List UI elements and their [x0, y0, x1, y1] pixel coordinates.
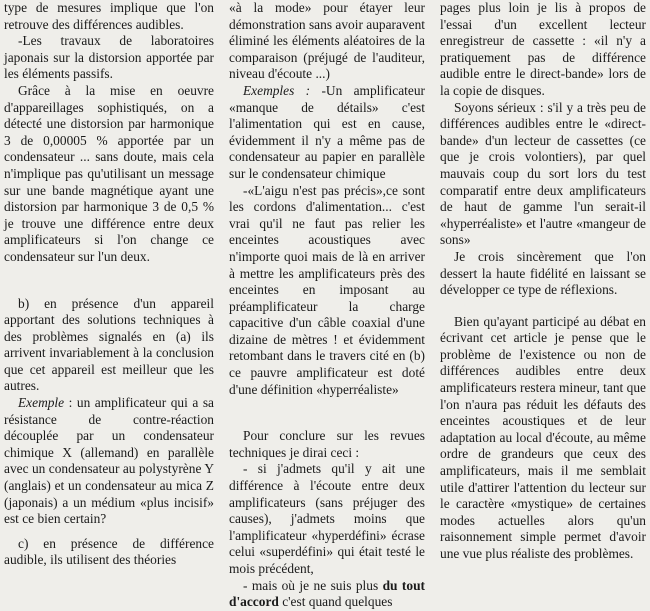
paragraph: -Les travaux de laboratoires japonais sur la distorsion apportée par les éléments passifs. — [4, 33, 214, 82]
example-label: Exemple — [18, 395, 65, 411]
column-2 — [229, 0, 425, 611]
paragraph: «à la mode» pour étayer leur démonstration sans avoir auparavent éliminé les éléments aléatoires de la comparaison (préjugé de l'auditeur, niveau d'écoute ...) — [229, 0, 425, 82]
paragraph: Soyons sérieux : s'il y a très peu de différences audibles entre le «direct-bande» d'un lecteur de cassettes (ce que je crois volontiers), par quel mauvais coup du sort lors du test comparatif entre deux amplificateurs de haut de gamme l'un serait-il «hyperréaliste» et l'autre «mangeur de sons» — [440, 99, 646, 248]
paragraph-emphasis — [229, 578, 425, 611]
paragraph-example — [229, 83, 425, 183]
example-text: : un amplificateur qui a sa résistance de contre-réaction découplée par un condensateur chimique X (allemand) en parallèle avec un condensateur au polystyrène Y (anglais) et un condensateur au mica Z (japonais) a un médium «plus incisif» est ce bien certain? — [4, 395, 214, 527]
paragraph: type de mesures implique que l'on retrouve des différences audibles. — [4, 0, 214, 32]
bold-text: du tout d'accord — [229, 577, 425, 610]
paragraph: Pour conclure sur les revues techniques je dirai ceci : — [229, 428, 425, 460]
paragraph: Je crois sincèrement que l'on dessert la haute fidélité en laissant se développer ce type de réflexions. — [440, 248, 646, 298]
example-text: -Un amplificateur «manque de détails» c'est l'alimentation qui est en cause, évidemment il n'y a même pas de condensateur au papier en parallèle sur le condensateur chimique — [229, 82, 425, 181]
column-1 — [4, 0, 214, 569]
paragraph: c) en présence de différence audible, ils utilisent des théories — [4, 535, 214, 568]
paragraph: Bien qu'ayant participé au débat en écrivant cet article je pense que le problème de l'existence ou non de différences audibles entre deux amplificateurs restera mineur, tant que l'on n'aura pas réduit les défauts des enceintes acoustiques et de leur adaptation au local d'écoute, au même ordre de grandeurs que ceux des amplificateurs, mais il me semblait utile d'attirer l'attention du lecteur sur le caractère «mystique» de certaines modes actuelles alors qu'un raisonnement simple permet d'avoir une vue plus réaliste des problèmes. — [440, 313, 646, 561]
column-3 — [440, 0, 646, 563]
paragraph: Grâce à la mise en oeuvre d'appareillages sophistiqués, on a détecté une distorsion par harmonique 3 de 0,00005 % apportée par un condensateur ... sans doute, mais cela n'implique pas qu'utilisant un message sur une bande magnétique ayant une distorsion par harmonique 3 de 0,5 % je trouve une différence entre deux amplificateurs si l'on change ce condensateur sur l'un deux. — [4, 82, 214, 264]
paragraph-example — [4, 395, 214, 528]
text-run: - mais où je ne suis plus — [243, 577, 383, 593]
paragraph: -«L'aigu n'est pas précis»,ce sont les cordons d'alimentation... c'est vrai qu'il ne faut pas relier les enceintes acoustiques avec n'importe quoi mais de là en arriver à mettre les amplificateurs près des enceintes en imposant au préamplificateur la charge capacitive d'un câble coaxial d'une dizaine de mètres ! et évidemment retombant dans le travers cité en (b) ce pauvre amplificateur est doté d'une définition «hyperréaliste» — [229, 182, 425, 397]
paragraph: - si j'admets qu'il y ait une différence à l'écoute entre deux amplificateurs (sans préjuger des causes), j'admets moins que l'amplificateur «hyperdéfini» écrase celui «superdéfini» qui était testé le mois précédent, — [229, 461, 425, 576]
paragraph: pages plus loin je lis à propos de l'essai d'un excellent lecteur enregistreur de cassette : «il n'y a pratiquement pas de différence audible entre le direct-bande» lors de la copie de disques. — [440, 0, 646, 98]
paragraph: b) en présence d'un appareil apportant des solutions techniques à des problèmes signalés en (a) ils arrivent invariablement à la conclusion que cet appareil est meilleur que les autres. — [4, 295, 214, 394]
text-run: c'est quand quelques — [278, 594, 393, 610]
example-label: Exemples : — [243, 82, 311, 98]
